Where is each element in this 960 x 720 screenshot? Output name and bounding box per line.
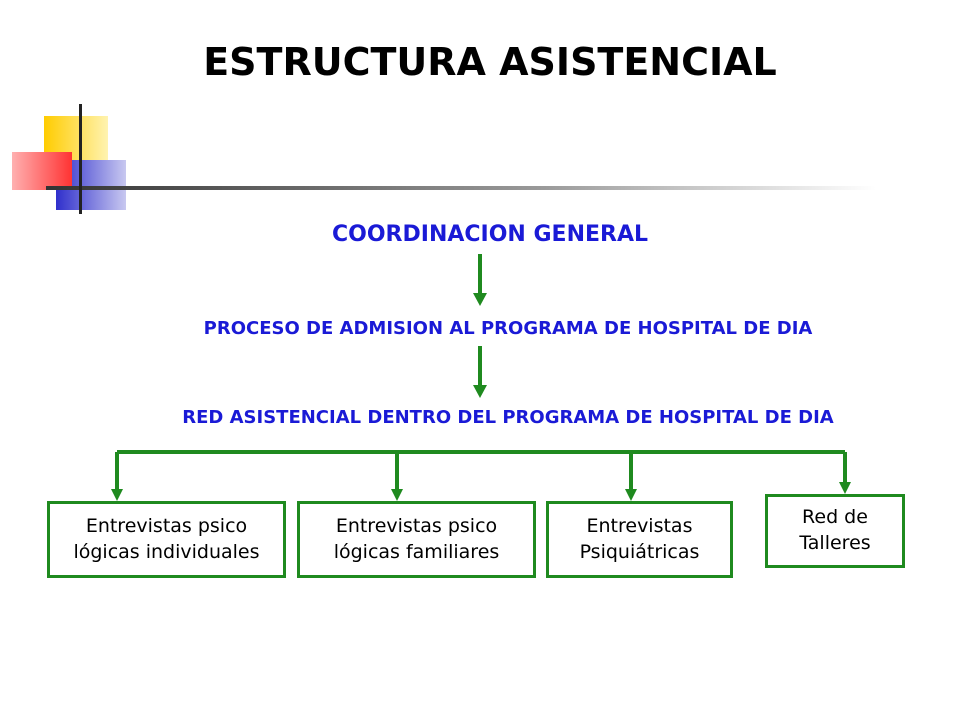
page-title: ESTRUCTURA ASISTENCIAL <box>203 40 777 84</box>
branch-3-head <box>625 489 637 501</box>
box-family-interviews <box>297 501 536 578</box>
box-workshop-network <box>765 494 905 568</box>
branch-1-head <box>111 489 123 501</box>
box-workshop-network-text: Red de Talleres <box>799 506 871 554</box>
admission-process-label: PROCESO DE ADMISION AL PROGRAMA DE HOSPITAL DE DIA <box>203 318 813 339</box>
branch-2-head <box>391 489 403 501</box>
box-individual-interviews-text: Entrevistas psico lógicas individuales <box>73 514 260 563</box>
care-network-label: RED ASISTENCIAL DENTRO DEL PROGRAMA DE HOSPITAL DE DIA <box>182 407 834 428</box>
branch-4-head <box>839 482 851 494</box>
box-family-interviews-text: Entrevistas psico lógicas familiares <box>333 514 500 563</box>
box-psychiatric-interviews-text: Entrevistas Psiquiátricas <box>579 514 700 563</box>
arrow-2-head <box>473 385 487 398</box>
coordination-label: COORDINACION GENERAL <box>332 222 648 247</box>
box-psychiatric-interviews <box>546 501 733 578</box>
box-individual-interviews <box>47 501 286 578</box>
arrow-1-head <box>473 293 487 306</box>
